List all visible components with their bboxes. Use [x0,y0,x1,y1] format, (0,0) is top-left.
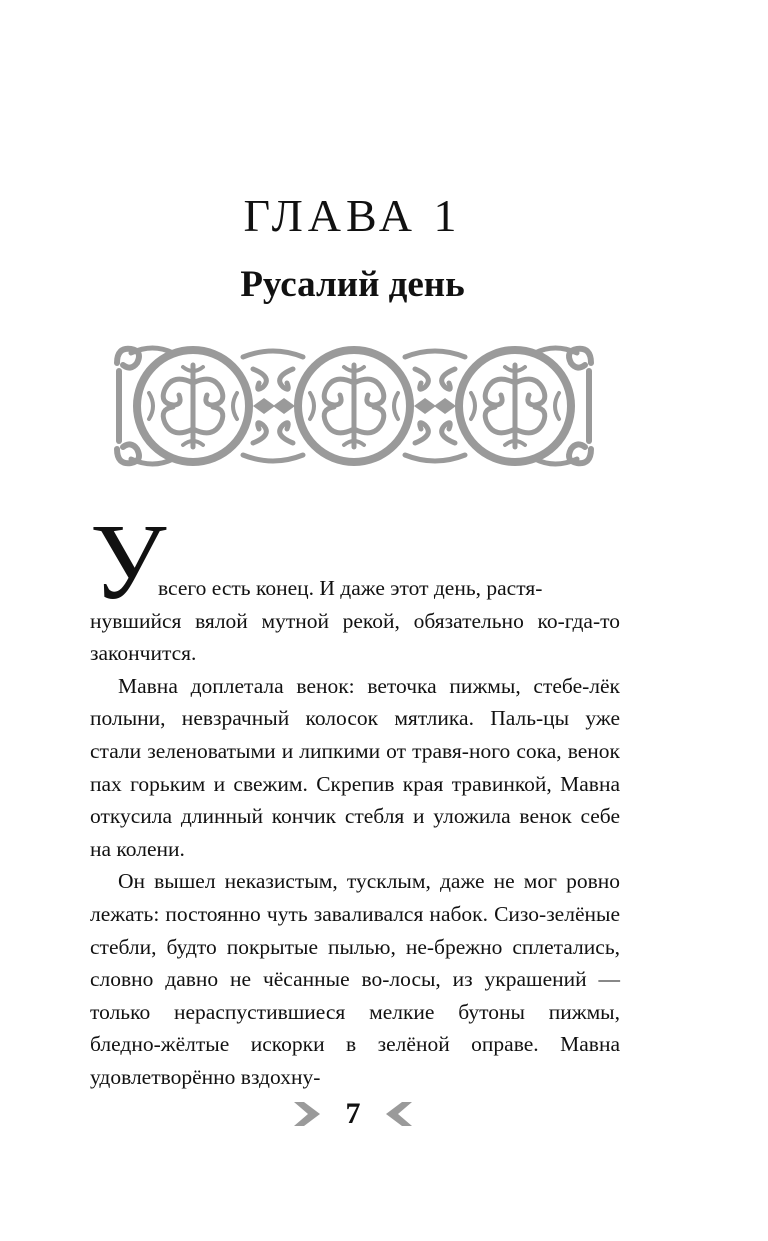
chapter-heading: ГЛАВА 1 [243,190,462,241]
paragraph-rest: нувшийся вялой мутной рекой, обязательно ко-гда-то закончится. [90,608,620,666]
folk-ornament-band-icon [113,343,595,469]
chapter-title: Русалий день [240,264,465,305]
page-footer [290,1092,416,1136]
paragraph: Он вышел неказистым, тусклым, даже не мог ровно лежать: постоянно чуть заваливался набок. Сизо-зелёные стебли, будто покрытые пылью, не-брежно сплетались, словно давно не чёсанные во-лосы, из украшений — только нераспустившиеся мелкие бутоны пижмы, бледно-жёлтые искорки в зелёной оправе. Мавна удовлетворённо вздохну- [90,869,620,1089]
chevron-left-icon [386,1102,412,1126]
page-number: 7 [345,1097,361,1130]
body-text [90,503,620,1094]
chevron-right-icon [294,1102,320,1126]
first-line: всего есть конец. И даже этот день, растя- [158,576,543,600]
paragraph [90,503,620,670]
paragraph: Мавна доплетала венок: веточка пижмы, стебе-лёк полыни, невзрачный колосок мятлика. Паль-цы уже стали зеленоватыми и липкими от травя-ного сока, венок пах горьким и свежим. Скрепив края травинкой, Мавна откусила длинный кончик стебля и уложила венок себе на колени. [90,673,620,861]
drop-cap: У [90,503,167,622]
